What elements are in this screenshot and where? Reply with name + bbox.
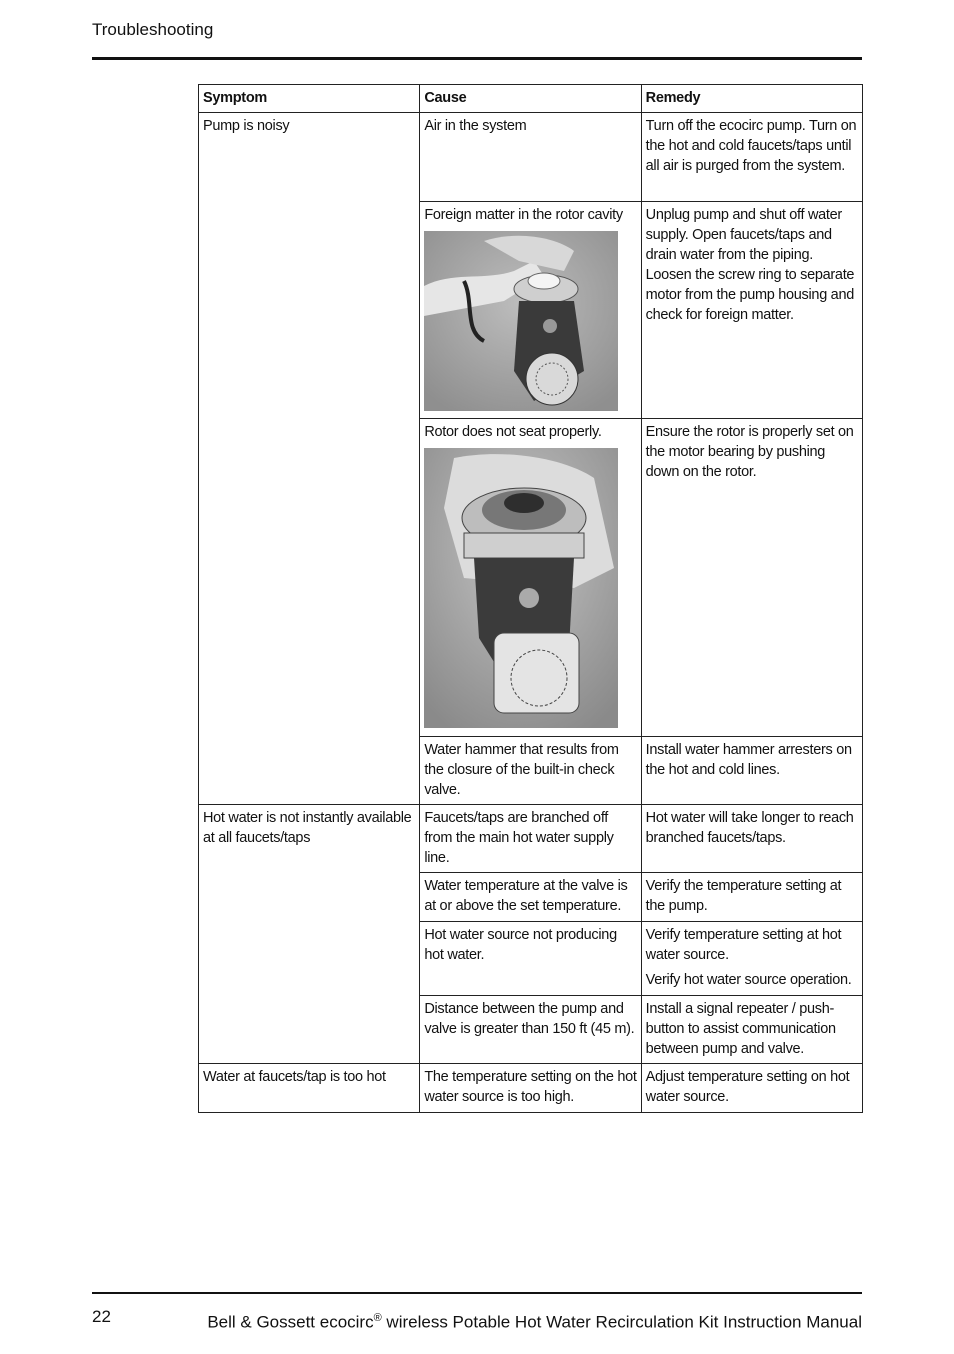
remedy-cell: Ensure the rotor is properly set on the motor bearing by pushing down on the rotor. <box>641 419 862 737</box>
column-header-remedy: Remedy <box>641 85 862 113</box>
symptom-cell: Water at faucets/tap is too hot <box>199 1064 420 1113</box>
cause-cell <box>420 419 641 737</box>
cause-cell: Water hammer that results from the closure of the built-in check valve. <box>420 737 641 805</box>
page-number: 22 <box>92 1307 111 1326</box>
rotor-seat-photo <box>424 448 618 728</box>
remedy-cell: Unplug pump and shut off water supply. Open faucets/taps and drain water from the piping. Loosen the screw ring to separate motor from the pump housing and check for foreign matter. <box>641 202 862 419</box>
column-header-cause: Cause <box>420 85 641 113</box>
cause-text: Foreign matter in the rotor cavity <box>424 207 623 223</box>
footer-rule <box>92 1292 862 1294</box>
footer-title-text-rest: wireless Potable Hot Water Recirculation Kit Instruction Manual <box>381 1312 862 1332</box>
registered-mark: ® <box>373 1312 382 1324</box>
cause-cell: Hot water source not producing hot water. <box>420 922 641 996</box>
header-rule <box>92 57 862 60</box>
remedy-cell: Install a signal repeater / push-button to assist communication between pump and valve. <box>641 996 862 1064</box>
remedy-cell: Adjust temperature setting on hot water source. <box>641 1064 862 1113</box>
section-header: Troubleshooting <box>92 20 214 39</box>
cause-cell: Water temperature at the valve is at or above the set temperature. <box>420 873 641 922</box>
cause-cell: Air in the system <box>420 113 641 202</box>
table-row <box>199 113 863 202</box>
remedy-cell: Hot water will take longer to reach branched faucets/taps. <box>641 805 862 873</box>
remedy-text-secondary: Verify hot water source operation. <box>645 972 852 988</box>
symptom-cell: Pump is noisy <box>199 113 420 805</box>
footer-title <box>182 1307 862 1334</box>
table-row <box>199 1064 863 1113</box>
cause-cell: Faucets/taps are branched off from the main hot water supply line. <box>420 805 641 873</box>
cause-cell <box>420 202 641 419</box>
remedy-cell <box>641 922 862 996</box>
table-header-row <box>199 85 863 113</box>
table-row <box>199 805 863 873</box>
column-header-symptom: Symptom <box>199 85 420 113</box>
remedy-text: Verify temperature setting at hot water source. <box>645 927 842 963</box>
cause-cell: The temperature setting on the hot water source is too high. <box>420 1064 641 1113</box>
remedy-cell: Turn off the ecocirc pump. Turn on the hot and cold faucets/taps until all air is purged from the system. <box>641 113 862 202</box>
footer-title-text: Bell & Gossett ecocirc <box>207 1312 374 1332</box>
symptom-cell: Hot water is not instantly available at all faucets/taps <box>199 805 420 1064</box>
troubleshooting-table <box>198 84 863 1113</box>
remedy-cell: Verify the temperature setting at the pump. <box>641 873 862 922</box>
cause-text: Rotor does not seat properly. <box>424 424 602 440</box>
cause-cell: Distance between the pump and valve is greater than 150 ft (45 m). <box>420 996 641 1064</box>
rotor-cavity-photo <box>424 231 618 411</box>
remedy-cell: Install water hammer arresters on the hot and cold lines. <box>641 737 862 805</box>
